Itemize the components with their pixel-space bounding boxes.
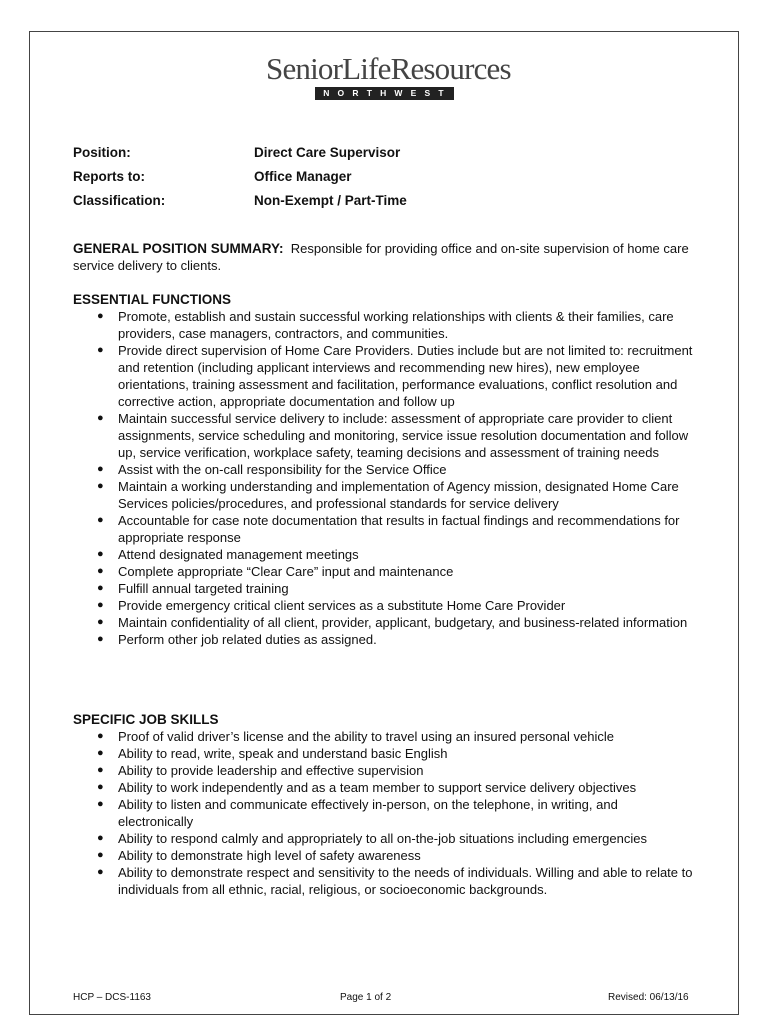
list-item: ● Ability to provide leadership and effective supervision	[97, 763, 424, 778]
specific-job-skills-list	[73, 728, 703, 898]
summary-text: Responsible for providing office and on-site supervision of home care service delivery to clients.	[73, 241, 689, 273]
bullet-icon: ●	[97, 310, 104, 322]
essential-functions-heading: ESSENTIAL FUNCTIONS	[73, 292, 232, 307]
essential-functions-list	[73, 308, 703, 648]
meta-value: Office Manager	[254, 169, 352, 184]
bullet-icon: ●	[97, 832, 104, 844]
bullet-icon: ●	[97, 548, 104, 560]
bullet-icon: ●	[97, 599, 104, 611]
specific-job-skills-section	[73, 711, 703, 898]
bullet-icon: ●	[97, 412, 104, 424]
logo	[266, 51, 511, 100]
list-item: ● Accountable for case note documentation that results in factual findings and recommendations for appropriate response	[97, 513, 680, 545]
list-item: ● Perform other job related duties as assigned.	[97, 632, 377, 647]
list-item: ● Attend designated management meetings	[97, 547, 359, 562]
footer-page-number: Page 1 of 2	[340, 992, 392, 1003]
meta-label: Classification:	[73, 193, 166, 208]
bullet-icon: ●	[97, 582, 104, 594]
list-item: ● Ability to respond calmly and appropriately to all on-the-job situations including emergencies	[97, 831, 647, 846]
bullet-icon: ●	[97, 798, 104, 810]
bullet-icon: ●	[97, 633, 104, 645]
general-position-summary	[73, 240, 703, 274]
meta-value: Direct Care Supervisor	[254, 145, 401, 160]
bullet-icon: ●	[97, 747, 104, 759]
footer-document-code: HCP – DCS-1163	[73, 992, 151, 1003]
bullet-icon: ●	[97, 764, 104, 776]
list-item: ● Ability to listen and communicate effectively in-person, on the telephone, in writing, and electronically	[97, 797, 618, 829]
list-item: ● Ability to demonstrate respect and sensitivity to the needs of individuals. Willing and able to relate to individuals from all ethnic, racial, religious, or socioeconomic backgrounds.	[97, 865, 693, 897]
bullet-icon: ●	[97, 616, 104, 628]
list-item: ● Ability to work independently and as a team member to support service delivery objectives	[97, 780, 637, 795]
list-item: ● Assist with the on-call responsibility for the Service Office	[97, 462, 447, 477]
meta-value: Non-Exempt / Part-Time	[254, 193, 407, 208]
bullet-icon: ●	[97, 866, 104, 878]
bullet-icon: ●	[97, 514, 104, 526]
list-item: ● Maintain confidentiality of all client, provider, applicant, budgetary, and business-related information	[97, 615, 688, 630]
footer-revised-date: Revised: 06/13/16	[608, 992, 689, 1003]
list-item: ● Ability to demonstrate high level of safety awareness	[97, 848, 421, 863]
list-item: ● Complete appropriate “Clear Care” input and maintenance	[97, 564, 454, 579]
list-item: ● Maintain a working understanding and implementation of Agency mission, designated Home Care Services policies/procedures, and professional standards for service delivery	[97, 479, 679, 511]
bullet-icon: ●	[97, 480, 104, 492]
essential-functions-section	[73, 291, 703, 648]
summary-heading: GENERAL POSITION SUMMARY:	[73, 241, 284, 256]
logo-name: SeniorLifeResources	[266, 51, 511, 86]
list-item: ● Ability to read, write, speak and understand basic English	[97, 746, 448, 761]
meta-label: Reports to:	[73, 169, 145, 184]
bullet-icon: ●	[97, 344, 104, 356]
specific-job-skills-heading: SPECIFIC JOB SKILLS	[73, 712, 219, 727]
bullet-icon: ●	[97, 463, 104, 475]
meta-label: Position:	[73, 145, 131, 160]
list-item: ● Promote, establish and sustain successful working relationships with clients & their families, care providers, case managers, contractors, and communities.	[97, 309, 674, 341]
bullet-icon: ●	[97, 565, 104, 577]
list-item: ● Provide direct supervision of Home Care Providers. Duties include but are not limited to: recruitment and retention (including applicant interviews and recommending new hires), new employee orientations, training assessment and facilitation, performance evaluations, conflict resolution and corrective action, appropriate documentation and follow up	[97, 343, 693, 409]
logo-subtitle: NORTHWEST	[315, 87, 454, 100]
list-item: ● Maintain successful service delivery to include: assessment of appropriate care provider to client assignments, service scheduling and monitoring, service issue resolution documentation and follow up, service verification, workplace safety, teaming decisions and assessment of training needs	[97, 411, 689, 460]
list-item: ● Fulfill annual targeted training	[97, 581, 289, 596]
list-item: ● Proof of valid driver’s license and the ability to travel using an insured personal vehicle	[97, 729, 614, 744]
list-item: ● Provide emergency critical client services as a substitute Home Care Provider	[97, 598, 566, 613]
bullet-icon: ●	[97, 730, 104, 742]
bullet-icon: ●	[97, 849, 104, 861]
bullet-icon: ●	[97, 781, 104, 793]
